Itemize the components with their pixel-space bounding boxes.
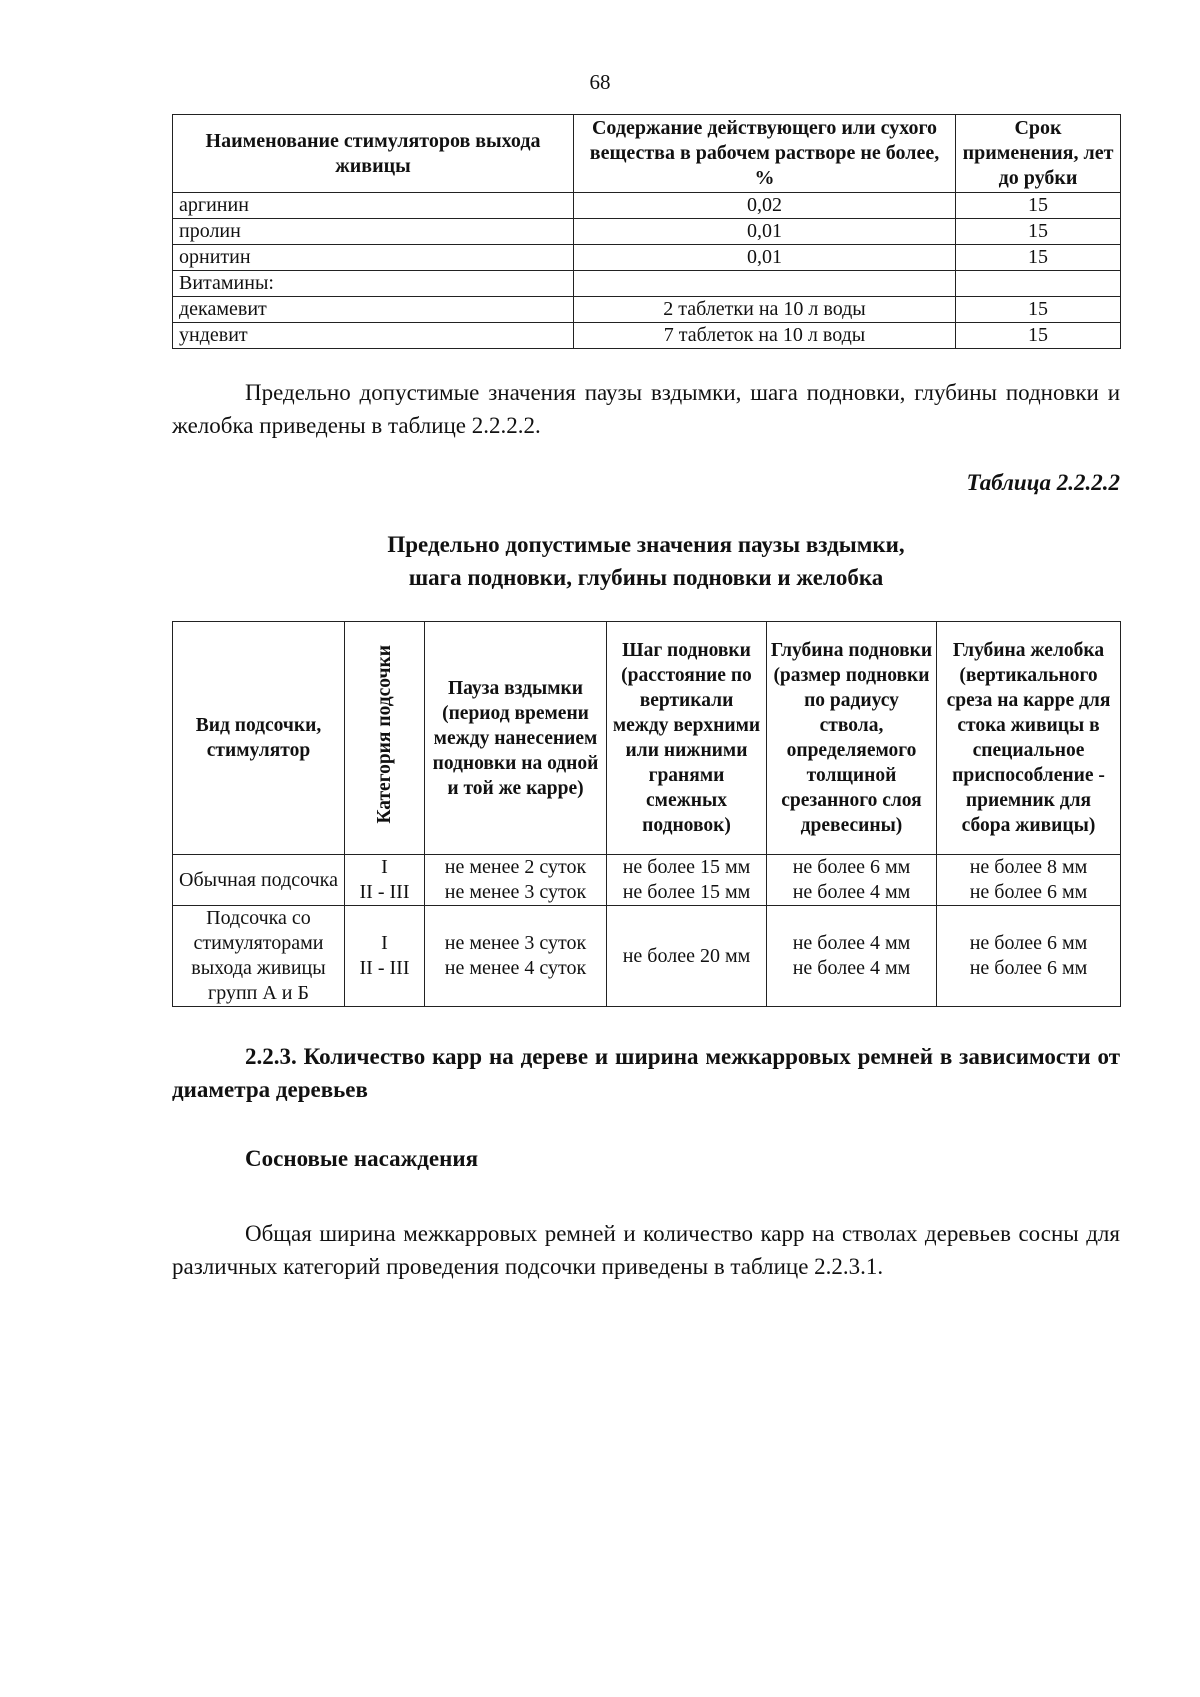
header-cell: Наименование стимуляторов выхода живицы [173, 115, 574, 193]
table-cell [425, 906, 607, 1007]
cell-line: не менее 3 суток [444, 932, 587, 954]
table-cell: Подсочка со стимуляторами выхода живицы групп А и Б [173, 906, 345, 1007]
table-header-row [173, 622, 1121, 855]
table-cell: 15 [956, 297, 1121, 323]
table-row [173, 271, 1121, 297]
table-cell [937, 906, 1121, 1007]
table-row [173, 245, 1121, 271]
table-row [173, 855, 1121, 906]
table-cell: 15 [956, 323, 1121, 349]
header-cell: Пауза вздымки (период времени между нанесением подновки на одной и той же карре) [425, 622, 607, 855]
header-vertical-text: Категория подсочки [374, 645, 395, 824]
table-row [173, 193, 1121, 219]
cell-line: не менее 2 суток [444, 856, 587, 878]
cell-line: I [381, 856, 388, 878]
header-cell: Глубина желобка (вертикального среза на карре для стока живицы в специальное приспособление - приемник для сбора живицы) [937, 622, 1121, 855]
table-cell [607, 906, 767, 1007]
table-cell: 15 [956, 245, 1121, 271]
table-cell [937, 855, 1121, 906]
table-cell: 15 [956, 219, 1121, 245]
table-cell [574, 271, 956, 297]
limits-table [172, 621, 1121, 1007]
cell-line: не более 6 мм [969, 932, 1088, 954]
subheading: Сосновые насаждения [245, 1146, 479, 1171]
table-label: Таблица 2.2.2.2 [966, 470, 1120, 495]
cell-line: не более 20 мм [622, 944, 751, 967]
body-paragraph: Общая ширина межкарровых ремней и количество карр на стволах деревьев сосны для различных категорий проведения подсочки приведены в таблице 2.2.3.1. [172, 1221, 1120, 1279]
section-heading: 2.2.3. Количество карр на дереве и ширина межкарровых ремней в зависимости от диаметра деревьев [172, 1044, 1120, 1102]
table-title [172, 528, 1120, 594]
cell-line: I [381, 932, 388, 954]
cell-line: не менее 4 суток [444, 957, 587, 979]
table-cell: декамевит [173, 297, 574, 323]
table-cell: 2 таблетки на 10 л воды [574, 297, 956, 323]
table-cell [767, 906, 937, 1007]
cell-line: не более 8 мм [969, 856, 1088, 878]
table-cell [345, 906, 425, 1007]
cell-line: II - III [359, 957, 410, 979]
header-cell: Содержание действующего или сухого вещества в рабочем растворе не более, % [574, 115, 956, 193]
table-cell: 15 [956, 193, 1121, 219]
header-cell: Шаг подновки (расстояние по вертикали между верхними или нижними гранями смежных подновок) [607, 622, 767, 855]
header-cell-vertical [345, 622, 425, 855]
table-title-line: Предельно допустимые значения паузы вздымки, [387, 532, 905, 557]
table-cell: аргинин [173, 193, 574, 219]
page-number: 68 [589, 70, 611, 94]
table-cell: 7 таблеток на 10 л воды [574, 323, 956, 349]
cell-line: не более 4 мм [792, 932, 911, 954]
table-header-row [173, 115, 1121, 193]
cell-line: не более 6 мм [792, 856, 911, 878]
table-cell: Обычная подсочка [173, 855, 345, 906]
cell-line: не более 15 мм [622, 881, 751, 903]
table-cell: Витамины: [173, 271, 574, 297]
table-cell [956, 271, 1121, 297]
table-cell: 0,01 [574, 245, 956, 271]
cell-line: не менее 3 суток [444, 881, 587, 903]
stimulators-table [172, 114, 1121, 349]
table-row [173, 906, 1121, 1007]
cell-line: не более 6 мм [969, 957, 1088, 979]
table-title-line: шага подновки, глубины подновки и желобка [408, 565, 884, 590]
table-row [173, 219, 1121, 245]
header-cell: Глубина подновки (размер подновки по радиусу ствола, определяемого толщиной срезанного слоя древесины) [767, 622, 937, 855]
cell-line: не более 6 мм [969, 881, 1088, 903]
table-cell: орнитин [173, 245, 574, 271]
header-cell: Срок применения, лет до рубки [956, 115, 1121, 193]
cell-line: II - III [359, 881, 410, 903]
table-cell [607, 855, 767, 906]
table-row [173, 297, 1121, 323]
table-cell: ундевит [173, 323, 574, 349]
cell-line: не более 15 мм [622, 856, 751, 878]
table-cell: 0,02 [574, 193, 956, 219]
table-cell [425, 855, 607, 906]
cell-line: не более 4 мм [792, 881, 911, 903]
table-cell: пролин [173, 219, 574, 245]
header-cell: Вид подсочки, стимулятор [173, 622, 345, 855]
table-row [173, 323, 1121, 349]
intro-paragraph: Предельно допустимые значения паузы вздымки, шага подновки, глубины подновки и желобка приведены в таблице 2.2.2.2. [172, 380, 1120, 438]
table-cell [345, 855, 425, 906]
table-cell [767, 855, 937, 906]
cell-line: не более 4 мм [792, 957, 911, 979]
table-cell: 0,01 [574, 219, 956, 245]
